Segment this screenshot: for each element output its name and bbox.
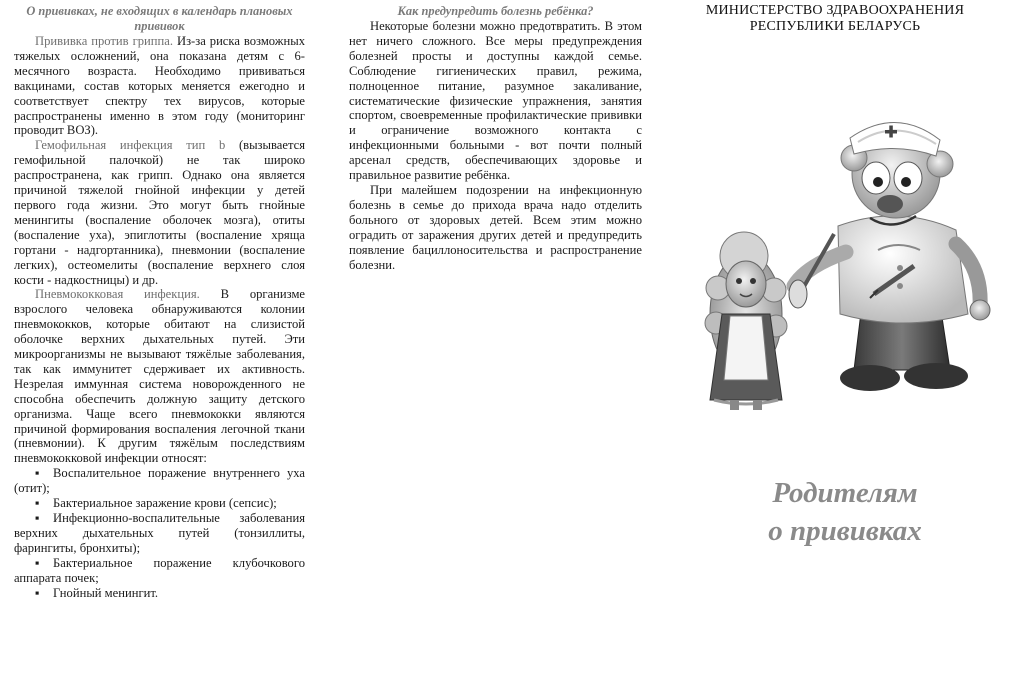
- bullet-square-icon: ▪: [35, 511, 40, 525]
- paragraph-prevention-measures: Некоторые болезни можно предотвратить. В этом нет ничего сложного. Все меры предупреждения болезней просты и доступны каждой семье. Соблюдение гигиенических правил, режима, полноценное питание, разумное закаливание, систематические физические упражнения, занятия спортом, своевременные профилактические прививки и ограничение возможного контакта с инфекционными больными - вот почти полный арсенал средств, обеспечивающих здоровье и правильное развитие ребёнка.: [349, 19, 642, 183]
- ministry-header: [660, 3, 1010, 35]
- list-item: ▪ Бактериальное поражение клубочкового аппарата почек;: [14, 555, 305, 585]
- doctor-bear-figure: [789, 122, 990, 391]
- column-vaccines-not-in-calendar: [14, 0, 305, 600]
- text-hib: (вызывается гемофильной палочкой) не так широко распространена, как грипп. Однако она является причиной тяжелой гнойной инфекции у детей первого года жизни. Это могут быть гнойные менингиты (воспаление оболочек мозга), отиты (воспаление уха), эпиглотиты (воспаление хряща гортани - надгортанника), пневмонии (воспаление легких), остеомелиты (воспаление верхнего слоя кости - надкостницы) и др.: [14, 138, 305, 287]
- ministry-line-1: МИНИСТЕРСТВО ЗДРАВООХРАНЕНИЯ: [705, 3, 965, 18]
- cover-panel: [660, 0, 1010, 675]
- cover-title: [700, 474, 990, 550]
- doctor-and-doll-illustration: [678, 118, 1000, 418]
- column-disease-prevention: [349, 0, 642, 272]
- list-item: ▪ Воспалительное поражение внутреннего уха (отит);: [14, 466, 305, 496]
- cover-title-line-2: о прививках: [768, 515, 922, 547]
- paragraph-isolation: При малейшем подозрении на инфекционную болезнь в семье до прихода врача надо отделить больного от здоровых детей. Всем этим можно оградить от заражения других детей и предупредить появление бациллоносительства и распространение болезни.: [349, 182, 642, 272]
- list-item: ▪ Инфекционно-воспалительные заболевания верхних дыхательных путей (тонзиллиты, фарингиты, бронхиты);: [14, 511, 305, 555]
- text-flu: Из-за риска возможных тяжелых осложнений, она показана детям с 6-месячного возраста. Необходимо прививаться вакцинами, состав которых меняется ежегодно и соответствует спектру тех вирусов, которые распространены именно в этом году (мониторинг проводит ВОЗ).: [14, 34, 305, 138]
- paragraph-hib: [14, 138, 305, 287]
- list-item: ▪ Гнойный менингит.: [35, 585, 159, 600]
- consequences-list: [14, 466, 305, 600]
- bullet-square-icon: ▪: [35, 466, 40, 481]
- lead-hib: Гемофильная инфекция тип b: [35, 138, 226, 153]
- section-title-non-calendar-vaccines: О прививках, не входящих в календарь плановых прививок: [26, 4, 293, 33]
- text-pneumococcal: В организме взрослого человека обнаруживаются колонии пневмококков, которые обитают на слизистой оболочке верхних дыхательных путей. Эти микроорганизмы не вызывают тяжёлые заболевания, так как иммунитет сдерживает их активность. Незрелая иммунная система новорожденного не способна обеспечить должную защиту детского организма. Чаще всего пневмококки являются причиной формирования воспаления легочной ткани (пневмонии). К другим тяжёлым последствиям пневмококковой инфекции относят:: [14, 287, 306, 466]
- bullet-square-icon: ▪: [35, 496, 40, 511]
- lead-flu: Прививка против гриппа.: [35, 34, 173, 48]
- paragraph-flu: [14, 34, 305, 138]
- section-title-prevention: Как предупредить болезнь ребёнка?: [397, 4, 594, 18]
- bullet-square-icon: ▪: [35, 585, 40, 600]
- bullet-square-icon: ▪: [35, 555, 40, 570]
- list-item: ▪ Бактериальное заражение крови (сепсис);: [35, 496, 277, 511]
- ministry-line-2: РЕСПУБЛИКИ БЕЛАРУСЬ: [749, 19, 921, 34]
- cover-title-line-1: Родителям: [772, 477, 918, 509]
- doll-figure: [705, 232, 787, 410]
- lead-pneumococcal: Пневмококковая инфекция.: [35, 287, 200, 302]
- paragraph-pneumococcal: [14, 287, 305, 466]
